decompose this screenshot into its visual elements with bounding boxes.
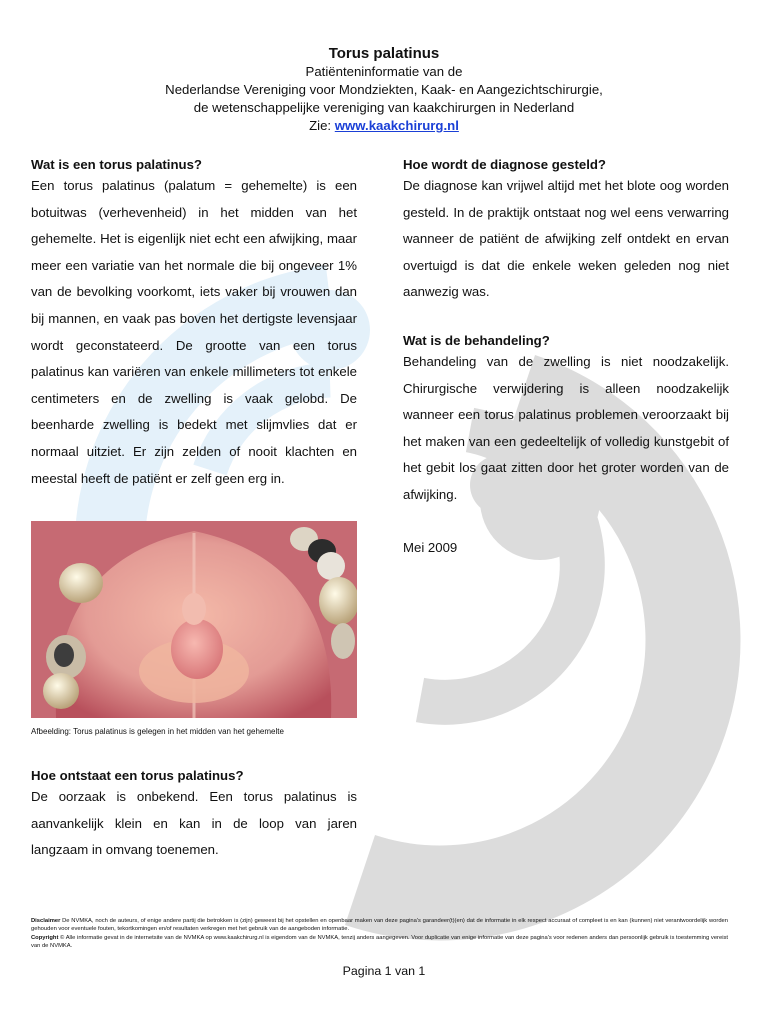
section-text-diagnosis: De diagnose kan vrijwel altijd met het blote oog worden gesteld. In de praktijk ontstaat nog wel eens verwarring wanneer de patiënt de afwijking zelf ontdekt en ervan overtuigd is dat die enkele weken geleden nog niet aanwezig was.: [403, 178, 729, 300]
website-link[interactable]: www.kaakchirurg.nl: [334, 118, 459, 133]
right-column: [403, 156, 729, 561]
palate-illustration: [31, 521, 357, 718]
section-heading-what: Wat is een torus palatinus?: [31, 157, 202, 172]
figure-caption: Afbeelding: Torus palatinus is gelegen in het midden van het gehemelte: [31, 727, 284, 736]
section-heading-cause: Hoe ontstaat een torus palatinus?: [31, 768, 244, 783]
header-link-line: [0, 117, 768, 135]
header-organization: Nederlandse Vereniging voor Mondziekten, Kaak- en Aangezichtschirurgie,: [165, 82, 603, 97]
section-heading-treatment: Wat is de behandeling?: [403, 332, 550, 348]
section-heading-diagnosis: Hoe wordt de diagnose gesteld?: [403, 157, 606, 172]
link-prefix: Zie:: [309, 118, 335, 133]
cause-section: [31, 767, 357, 864]
disclaimer-label: Disclaimer: [31, 918, 61, 924]
page-number: Pagina 1 van 1: [342, 964, 426, 978]
header-subtitle: Patiënteninformatie van de: [305, 64, 463, 79]
section-text-treatment: Behandeling van de zwelling is niet noodzakelijk. Chirurgische verwijdering is alleen noodzakelijk wanneer een torus palatinus problemen veroorzaakt bij het maken van een gedeeltelijk of volledig kunstgebit of het gebit los gaat zitten door het groter worden van de afwijking.: [403, 353, 729, 502]
document-header: [0, 44, 768, 135]
header-organization-description: de wetenschappelijke vereniging van kaakchirurgen in Nederland: [193, 100, 575, 115]
document-date: Mei 2009: [403, 539, 458, 555]
copyright-text: © Alle informatie gevat in de internetsite van de NVMKA op www.kaakchirurg.nl is eigendom van de NVMKA, tenzij anders aangegeven. Voor duplicatie van enige informatie van deze pagina's voor redenen anders dan persoonlijk gebruik is toestemming vereist van de NVMKA.: [31, 934, 728, 949]
disclaimer-paragraph: [31, 917, 728, 934]
page-title: Torus palatinus: [328, 45, 440, 62]
section-text-what: Een torus palatinus (palatum = gehemelte) is een botuitwas (verhevenheid) in het midden van het gehemelte. Het is eigenlijk niet echt een afwijking, maar meer een variatie van het normale die bij ongeveer 1% van de bevolking voorkomt, iets vaker bij vrouwen dan bij mannen, en vaak pas boven het dertigste levensjaar wordt geconstateerd. De grootte van een torus palatinus kan variëren van enkele millimeters tot enkele centimeters en de zwelling is vaak gelobd. De beenharde zwelling is bedekt met slijmvlies dat er normaal uitziet. Er zijn zelden of nooit klachten en meestal heeft de patiënt er zelf geen erg in.: [31, 178, 357, 486]
disclaimer-block: [31, 917, 728, 950]
torus-palatinus-photo: [31, 521, 357, 718]
copyright-paragraph: [31, 934, 728, 951]
copyright-label: Copyright: [31, 934, 59, 941]
left-column: [31, 156, 357, 492]
disclaimer-text: De NVMKA, noch de auteurs, of enige andere partij die betrokken is (zijn) geweest bij het opstellen en openbaar maken van deze pagina's garandeer(t)(en) dat de informatie in elk respect accuraat of compleet is en kan (kunnen) niet verantwoordelijk worden gehouden voor eventuele fouten, tekortkomingen en/of resultaten verkregen met het gebruik van de aangeboden informatie.: [31, 918, 728, 933]
section-text-cause: De oorzaak is onbekend. Een torus palatinus is aanvankelijk klein en kan in de loop van jaren langzaam in omvang toenemen.: [31, 789, 357, 858]
